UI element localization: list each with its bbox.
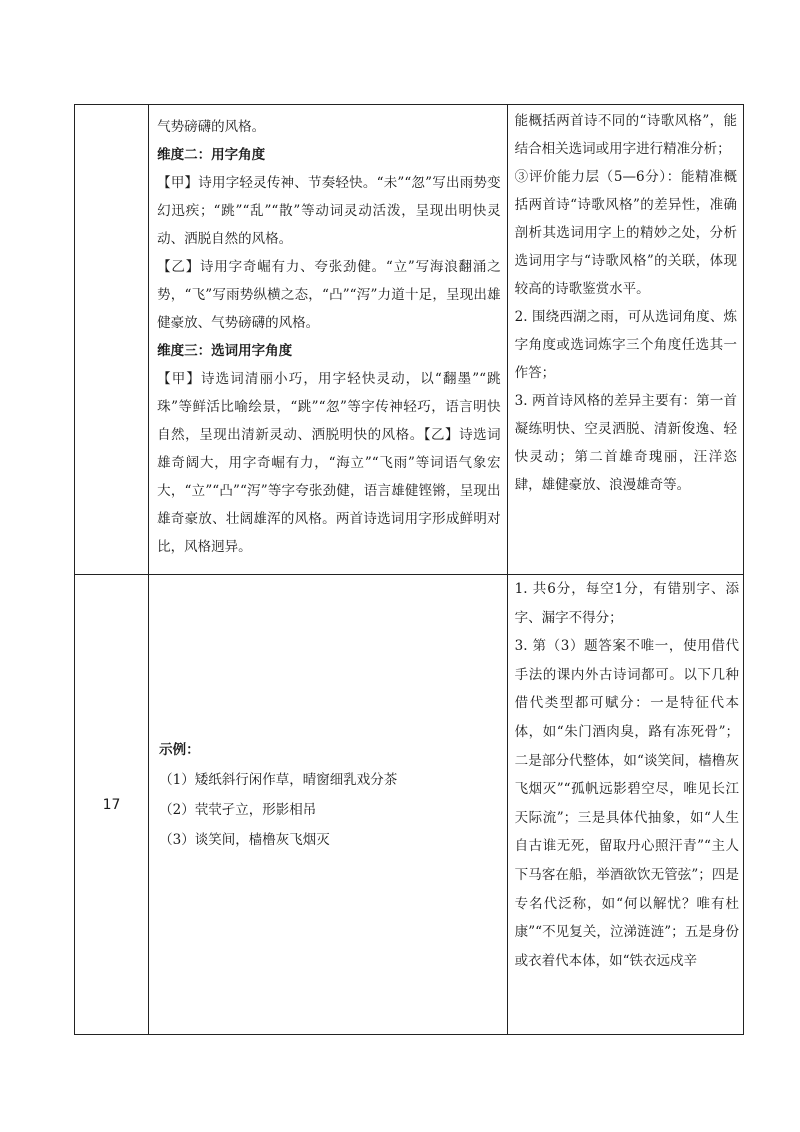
answer-paragraph: 【甲】诗选词清丽小巧，用字轻快灵动，以“翻墨”“跳珠”等鲜活比喻绘景，“跳”“忽”等字传神轻巧，语言明快自然，呈现出清新灵动、洒脱明快的风格。【乙】诗选词雄奇阔大，用字奇崛有力，“海立”“飞雨”等词语气象宏大，“立”“凸”“泻”等字夸张劲健，语言雄健铿锵，呈现出雄奇豪放、壮阔雄浑的风格。两首诗选词用字形成鲜明对比，风格迥异。 bbox=[157, 371, 501, 555]
question-number: 17 bbox=[102, 796, 121, 813]
scoring-paragraph: ③评价能力层（5—6分）：能精准概括两首诗“诗歌风格”的差异性，准确剖析其选词用字上的精妙之处，分析选词用字与“诗歌风格”的关联，体现较高的诗歌鉴赏水平。 bbox=[514, 169, 737, 297]
answer-table bbox=[74, 104, 744, 1035]
scoring-paragraph: 3. 第（3）题答案不唯一，使用借代手法的课内外古诗词都可。以下几种借代类型都可赋分：一是特征代本体，如“朱门酒肉臭，路有冻死骨”；二是部分代整体，如“谈笑间，樯橹灰飞烟灭”“孤帆远影碧空尽，唯见长江天际流”；三是具体代抽象，如“人生自古谁无死，留取丹心照汗青”“主人下马客在船，举酒欲饮无管弦”；四是专名代泛称，如“何以解忧？唯有杜康”“不见复关，泣涕涟涟”；五是身份或衣着代本体，如“铁衣远戍辛 bbox=[514, 638, 739, 969]
table-row bbox=[75, 105, 744, 575]
question-number-cell bbox=[75, 105, 149, 575]
example-title: 示例： bbox=[159, 742, 200, 758]
example-line: （1）矮纸斜行闲作草，晴窗细乳戏分茶 bbox=[159, 772, 398, 788]
example-line: （3）谈笑间，樯橹灰飞烟灭 bbox=[159, 832, 330, 848]
scoring-paragraph: 2. 围绕西湖之雨，可从选词角度、炼字角度或选词炼字三个角度任选其一作答； bbox=[514, 309, 737, 381]
answer-paragraph: 气势磅礴的风格。 bbox=[157, 119, 266, 135]
table-row bbox=[75, 575, 744, 1035]
scoring-paragraph: 1. 共6分，每空1分，有错别字、添字、漏字不得分； bbox=[514, 581, 739, 626]
scoring-cell bbox=[507, 105, 743, 575]
scoring-paragraph: 3. 两首诗风格的差异主要有：第一首凝练明快、空灵洒脱、清新俊逸、轻快灵动；第二首雄奇瑰丽，汪洋恣肆，雄健豪放、浪漫雄奇等。 bbox=[514, 393, 737, 493]
dimension-heading: 维度二：用字角度 bbox=[157, 147, 266, 163]
dimension-heading: 维度三：选词用字角度 bbox=[157, 343, 293, 359]
answer-cell bbox=[149, 575, 508, 1035]
question-number-cell bbox=[75, 575, 149, 1035]
example-line: （2）茕茕孑立，形影相吊 bbox=[159, 802, 317, 818]
scoring-paragraph: 能概括两首诗不同的“诗歌风格”，能结合相关选词或用字进行精准分析； bbox=[514, 113, 737, 157]
answer-paragraph: 【甲】诗用字轻灵传神、节奏轻快。“未”“忽”写出雨势变幻迅疾；“跳”“乱”“散”等动词灵动活泼，呈现出明快灵动、洒脱自然的风格。 bbox=[157, 175, 501, 247]
scoring-cell bbox=[507, 575, 743, 1035]
answer-paragraph: 【乙】诗用字奇崛有力、夸张劲健。“立”写海浪翻涌之势，“飞”写雨势纵横之态，“凸”“泻”力道十足，呈现出雄健豪放、气势磅礴的风格。 bbox=[157, 259, 501, 331]
answer-cell bbox=[149, 105, 508, 575]
